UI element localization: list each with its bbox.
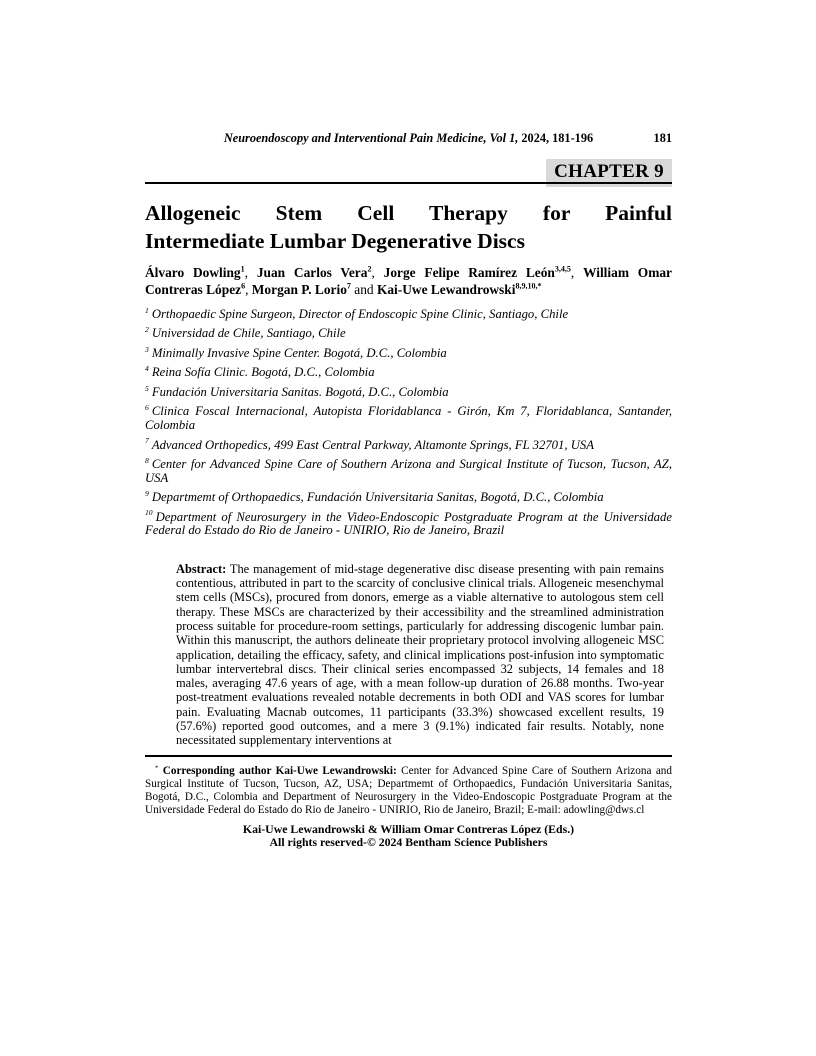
journal-running-title: Neuroendoscopy and Interventional Pain Medicine, Vol 1, — [223, 131, 522, 145]
author-affiliation-superscript: 3,4,5 — [554, 264, 571, 274]
authors-line — [145, 264, 672, 298]
author-name: Álvaro Dowling — [145, 265, 241, 280]
affiliation-text: Orthopaedic Spine Surgeon, Director of Endoscopic Spine Clinic, Santiago, Chile — [151, 307, 569, 321]
author — [377, 282, 542, 297]
affiliation-superscript: 1 — [145, 305, 149, 315]
affiliation-item — [145, 327, 672, 341]
author-affiliation-superscript: 2 — [367, 264, 372, 274]
affiliation-text: Clinica Foscal Internacional, Autopista Floridablanca - Girón, Km 7, Floridablanca, Santander, Colombia — [145, 404, 672, 433]
affiliation-text: Reina Sofía Clinic. Bogotá, D.C., Colombia — [151, 365, 375, 380]
author-name: Morgan P. Lorio — [251, 282, 347, 297]
author — [257, 265, 384, 280]
affiliation-item — [145, 344, 672, 361]
author — [145, 265, 257, 280]
author-affiliation-superscript: 7 — [346, 281, 351, 291]
author — [252, 282, 377, 297]
affiliation-text: Center for Advanced Spine Care of Southern Arizona and Surgical Institute of Tucson, Tucson, AZ, USA — [145, 456, 672, 485]
affiliation-item — [145, 366, 672, 380]
affiliation-text: Fundación Universitaria Sanitas. Bogotá, D.C., Colombia — [151, 384, 449, 399]
author-name: William Omar Contreras López — [145, 265, 672, 297]
affiliations-list — [145, 305, 672, 538]
author-separator: , — [570, 265, 584, 280]
author-name: Jorge Felipe Ramírez León — [383, 265, 555, 280]
abstract-label: Abstract: — [176, 561, 227, 576]
page-number: 181 — [653, 131, 672, 145]
corresponding-author-text: Center for Advanced Spine Care of Southern Arizona and Surgical Institute of Tucson, Tucson, AZ, USA; Departmemt of Orthopaedics, Fundación Universitaria Sanitas, Bogotá, D.C., Colombia and Department of Neurosurgery in the Video-Endoscopic Postgraduate Program at the Universidade Federal do Estado do Rio de Janeiro - UNIRIO, Rio de Janeiro, Brazil; E-mail: adowling@dws.cl — [145, 764, 672, 817]
affiliation-item — [145, 305, 672, 322]
affiliation-superscript: 4 — [145, 364, 149, 374]
author-separator: and — [350, 282, 377, 297]
author-name: Juan Carlos Vera — [256, 265, 368, 280]
publisher-footer — [145, 823, 672, 850]
affiliation-item — [145, 436, 672, 453]
running-header — [145, 130, 672, 146]
chapter-divider-rule — [145, 182, 672, 184]
corresponding-author-label: Corresponding author Kai-Uwe Lewandrowski: — [162, 764, 397, 777]
affiliation-text: Minimally Invasive Spine Center. Bogotá, D.C., Colombia — [151, 345, 447, 360]
affiliation-item — [145, 383, 672, 400]
author-affiliation-superscript: 6 — [241, 281, 246, 291]
footnote-asterisk: * — [155, 763, 159, 771]
affiliation-superscript: 5 — [145, 383, 149, 393]
author — [384, 265, 583, 280]
footer-editors-line: Kai-Uwe Lewandrowski & William Omar Contreras López (Eds.) — [242, 821, 575, 836]
affiliation-superscript: 7 — [145, 436, 149, 446]
chapter-title-line-1: Allogeneic Stem Cell Therapy for Painful — [145, 201, 672, 225]
corresponding-author-footnote — [145, 765, 672, 818]
affiliation-superscript: 8 — [145, 455, 149, 465]
footer-copyright-line: All rights reserved-© 2024 Bentham Science Publishers — [269, 835, 548, 850]
affiliation-text: Departmemt of Orthopaedics, Fundación Universitaria Sanitas, Bogotá, D.C., Colombia — [151, 490, 604, 505]
affiliation-superscript: 3 — [145, 344, 149, 354]
affiliation-item — [145, 508, 672, 538]
affiliation-superscript: 9 — [145, 488, 149, 498]
chapter-title — [145, 199, 672, 255]
affiliation-text: Universidad de Chile, Santiago, Chile — [151, 326, 346, 341]
affiliation-item — [145, 455, 672, 485]
abstract-paragraph — [176, 562, 664, 748]
footnote-divider-rule — [145, 755, 672, 757]
chapter-banner — [145, 159, 672, 187]
author-name: Kai-Uwe Lewandrowski — [376, 282, 516, 297]
author-separator: , — [244, 265, 257, 280]
affiliation-text: Department of Neurosurgery in the Video-Endoscopic Postgraduate Program at the Universidade Federal do Estado do Rio de Janeiro - UNIRIO, Rio de Janeiro, Brazil — [145, 509, 672, 538]
journal-running-suffix: 2024, 181-196 — [521, 131, 594, 145]
affiliation-item — [145, 405, 672, 432]
affiliation-superscript: 6 — [145, 403, 149, 413]
chapter-title-line-2: Intermediate Lumbar Degenerative Discs — [145, 229, 525, 253]
author-affiliation-superscript: 8,9,10,* — [515, 281, 542, 291]
affiliation-item — [145, 488, 672, 505]
author-affiliation-superscript: 1 — [240, 264, 245, 274]
abstract-text: The management of mid-stage degenerative disc disease presenting with pain remains contentious, attributed in part to the scarcity of conclusive clinical trials. Allogeneic mesenchymal stem cells (MSCs), procured from donors, emerge as a viable alternative to autologous stem cell therapy. These MSCs are characterized by their accessibility and the streamlined administration process suitable for procedure-room settings, particularly for addressing discogenic lumbar pain. Within this manuscript, the authors delineate their proprietary protocol involving allogeneic MSC application, detailing the efficacy, safety, and clinical implications post-infusion into symptomatic lumbar intervertebral discs. Their clinical series encompassed 32 subjects, 14 females and 18 males, averaging 47.6 years of age, with a mean follow-up duration of 26.88 months. Two-year post-treatment evaluations revealed notable decrements in both ODI and VAS scores for lumbar pain. Evaluating Macnab outcomes, 11 participants (33.3%) showcased excellent results, 19 (57.6%) reported good outcomes, and a mere 3 (9.1%) indicated fair results. Notably, none necessitated supplementary interventions at — [176, 561, 664, 748]
affiliation-superscript: 10 — [145, 508, 153, 518]
affiliation-superscript: 2 — [145, 325, 149, 335]
chapter-badge: CHAPTER 9 — [546, 159, 672, 187]
author-separator: , — [371, 265, 384, 280]
author-separator: , — [245, 282, 252, 297]
affiliation-text: Advanced Orthopedics, 499 East Central Parkway, Altamonte Springs, FL 32701, USA — [151, 437, 594, 452]
